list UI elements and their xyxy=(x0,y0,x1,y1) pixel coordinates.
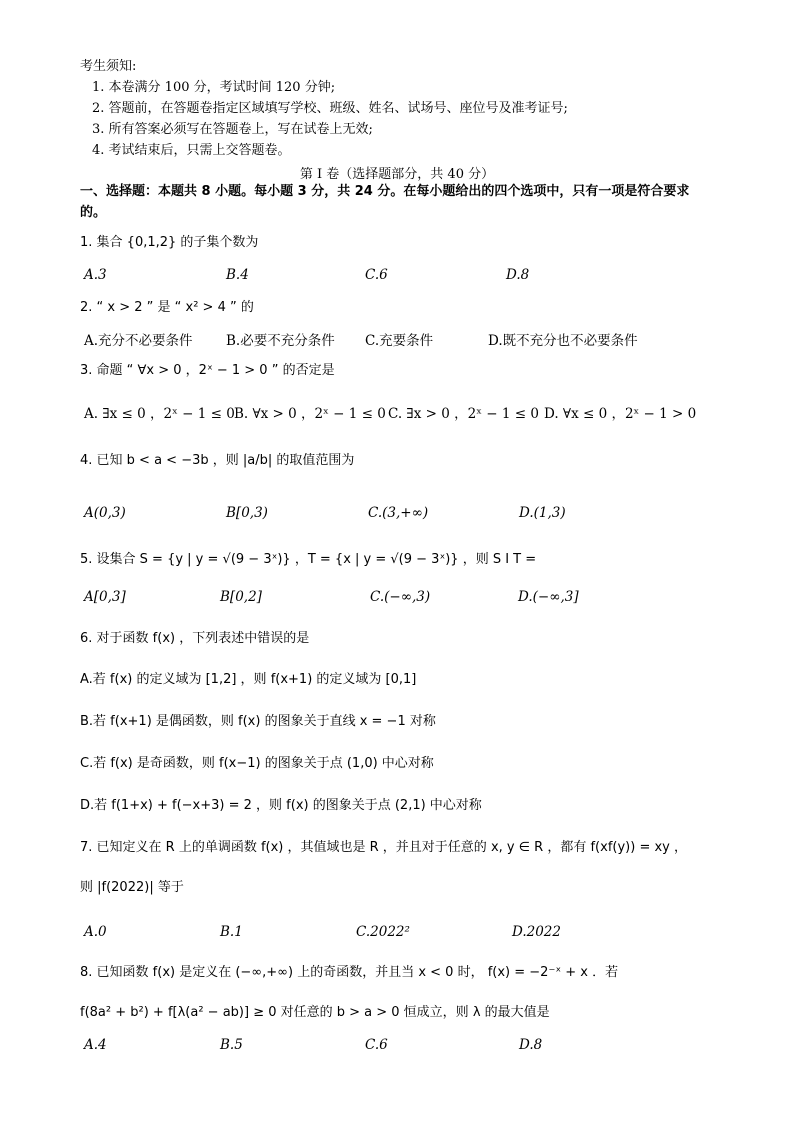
section-heading-cont: 的。 xyxy=(80,205,107,220)
notice-item-3: 3. 所有答案必须写在答题卷上，写在试卷上无效; xyxy=(92,122,373,137)
question-3-stem: 3. 命题 “ ∀x > 0 ，2ˣ − 1 > 0 ” 的否定是 xyxy=(80,363,335,378)
question-8-stem-cont: f(8a² + b²) + f[λ(a² − ab)] ≥ 0 对任意的 b > a > 0 恒成立，则 λ 的最大值是 xyxy=(80,1005,550,1020)
part-title: 第 I 卷（选择题部分，共 40 分） xyxy=(299,167,495,182)
question-8-option-b: B.5 xyxy=(220,1037,243,1053)
question-6-stem: 6. 对于函数 f(x) ，下列表述中错误的是 xyxy=(80,631,310,646)
question-7-option-c: C.2022² xyxy=(356,924,410,940)
question-5-option-c: C.(−∞,3) xyxy=(370,589,431,605)
question-5-option-a: A[0,3] xyxy=(84,589,126,605)
question-4-option-b: B[0,3) xyxy=(226,505,268,521)
question-8-stem: 8. 已知函数 f(x) 是定义在 (−∞,+∞) 上的奇函数，并且当 x < 0 时， f(x) = −2⁻ˣ + x ．若 xyxy=(80,965,619,980)
question-4-option-c: C.(3,+∞) xyxy=(368,505,429,521)
question-7-stem: 7. 已知定义在 R 上的单调函数 f(x) ，其值域也是 R ，并且对于任意的 x, y ∈ R ，都有 f(xf(y)) = xy ， xyxy=(80,840,687,855)
question-3-option-d: D. ∀x ≤ 0 ，2ˣ − 1 > 0 xyxy=(544,406,697,422)
question-2-option-d: D.既不充分也不必要条件 xyxy=(488,333,638,349)
question-2-option-c: C.充要条件 xyxy=(365,333,434,349)
question-3-option-b: B. ∀x > 0 ，2ˣ − 1 ≤ 0 xyxy=(234,406,386,422)
question-4-stem: 4. 已知 b < a < −3b ，则 |a/b| 的取值范围为 xyxy=(80,453,355,468)
question-6-option-d: D.若 f(1+x) + f(−x+3) = 2 ，则 f(x) 的图象关于点 (2,1) 中心对称 xyxy=(80,798,482,813)
question-2-stem: 2. “ x > 2 ” 是 “ x² > 4 ” 的 xyxy=(80,300,254,315)
question-8-option-d: D.8 xyxy=(519,1037,543,1053)
question-4-option-a: A(0,3) xyxy=(84,505,126,521)
notice-item-1: 1. 本卷满分 100 分，考试时间 120 分钟; xyxy=(92,80,336,95)
question-6-option-c: C.若 f(x) 是奇函数，则 f(x−1) 的图象关于点 (1,0) 中心对称 xyxy=(80,756,434,771)
question-2-option-b: B.必要不充分条件 xyxy=(226,333,335,349)
question-7-option-d: D.2022 xyxy=(512,924,561,940)
question-6-option-b: B.若 f(x+1) 是偶函数，则 f(x) 的图象关于直线 x = −1 对称 xyxy=(80,714,436,729)
question-6-option-a: A.若 f(x) 的定义域为 [1,2] ，则 f(x+1) 的定义域为 [0,1] xyxy=(80,672,417,687)
notice-item-4: 4. 考试结束后，只需上交答题卷。 xyxy=(92,143,291,158)
question-5-option-d: D.(−∞,3] xyxy=(518,589,579,605)
question-8-option-c: C.6 xyxy=(365,1037,388,1053)
question-1-option-b: B.4 xyxy=(226,267,249,283)
question-7-stem-cont: 则 |f(2022)| 等于 xyxy=(80,880,184,895)
question-4-option-d: D.(1,3) xyxy=(519,505,566,521)
notice-item-2: 2. 答题前，在答题卷指定区域填写学校、班级、姓名、试场号、座位号及准考证号; xyxy=(92,101,568,116)
question-1-stem: 1. 集合 {0,1,2} 的子集个数为 xyxy=(80,235,259,250)
question-3-option-a: A. ∃x ≤ 0 ，2ˣ − 1 ≤ 0 xyxy=(84,406,235,422)
question-7-option-b: B.1 xyxy=(220,924,243,940)
question-2-option-a: A.充分不必要条件 xyxy=(84,333,193,349)
question-1-option-a: A.3 xyxy=(84,267,107,283)
section-heading: 一、选择题：本题共 8 小题。每小题 3 分，共 24 分。在每小题给出的四个选项中，只有一项是符合要求 xyxy=(80,184,690,199)
question-8-option-a: A.4 xyxy=(84,1037,107,1053)
notice-title: 考生须知: xyxy=(80,59,137,74)
question-1-option-c: C.6 xyxy=(365,267,388,283)
question-5-stem: 5. 设集合 S = {y | y = √(9 − 3ˣ)} ，T = {x | y = √(9 − 3ˣ)} ，则 S I T = xyxy=(80,552,537,567)
question-3-option-c: C. ∃x > 0 ，2ˣ − 1 ≤ 0 xyxy=(388,406,539,422)
question-5-option-b: B[0,2] xyxy=(220,589,262,605)
question-7-option-a: A.0 xyxy=(84,924,107,940)
question-1-option-d: D.8 xyxy=(506,267,530,283)
